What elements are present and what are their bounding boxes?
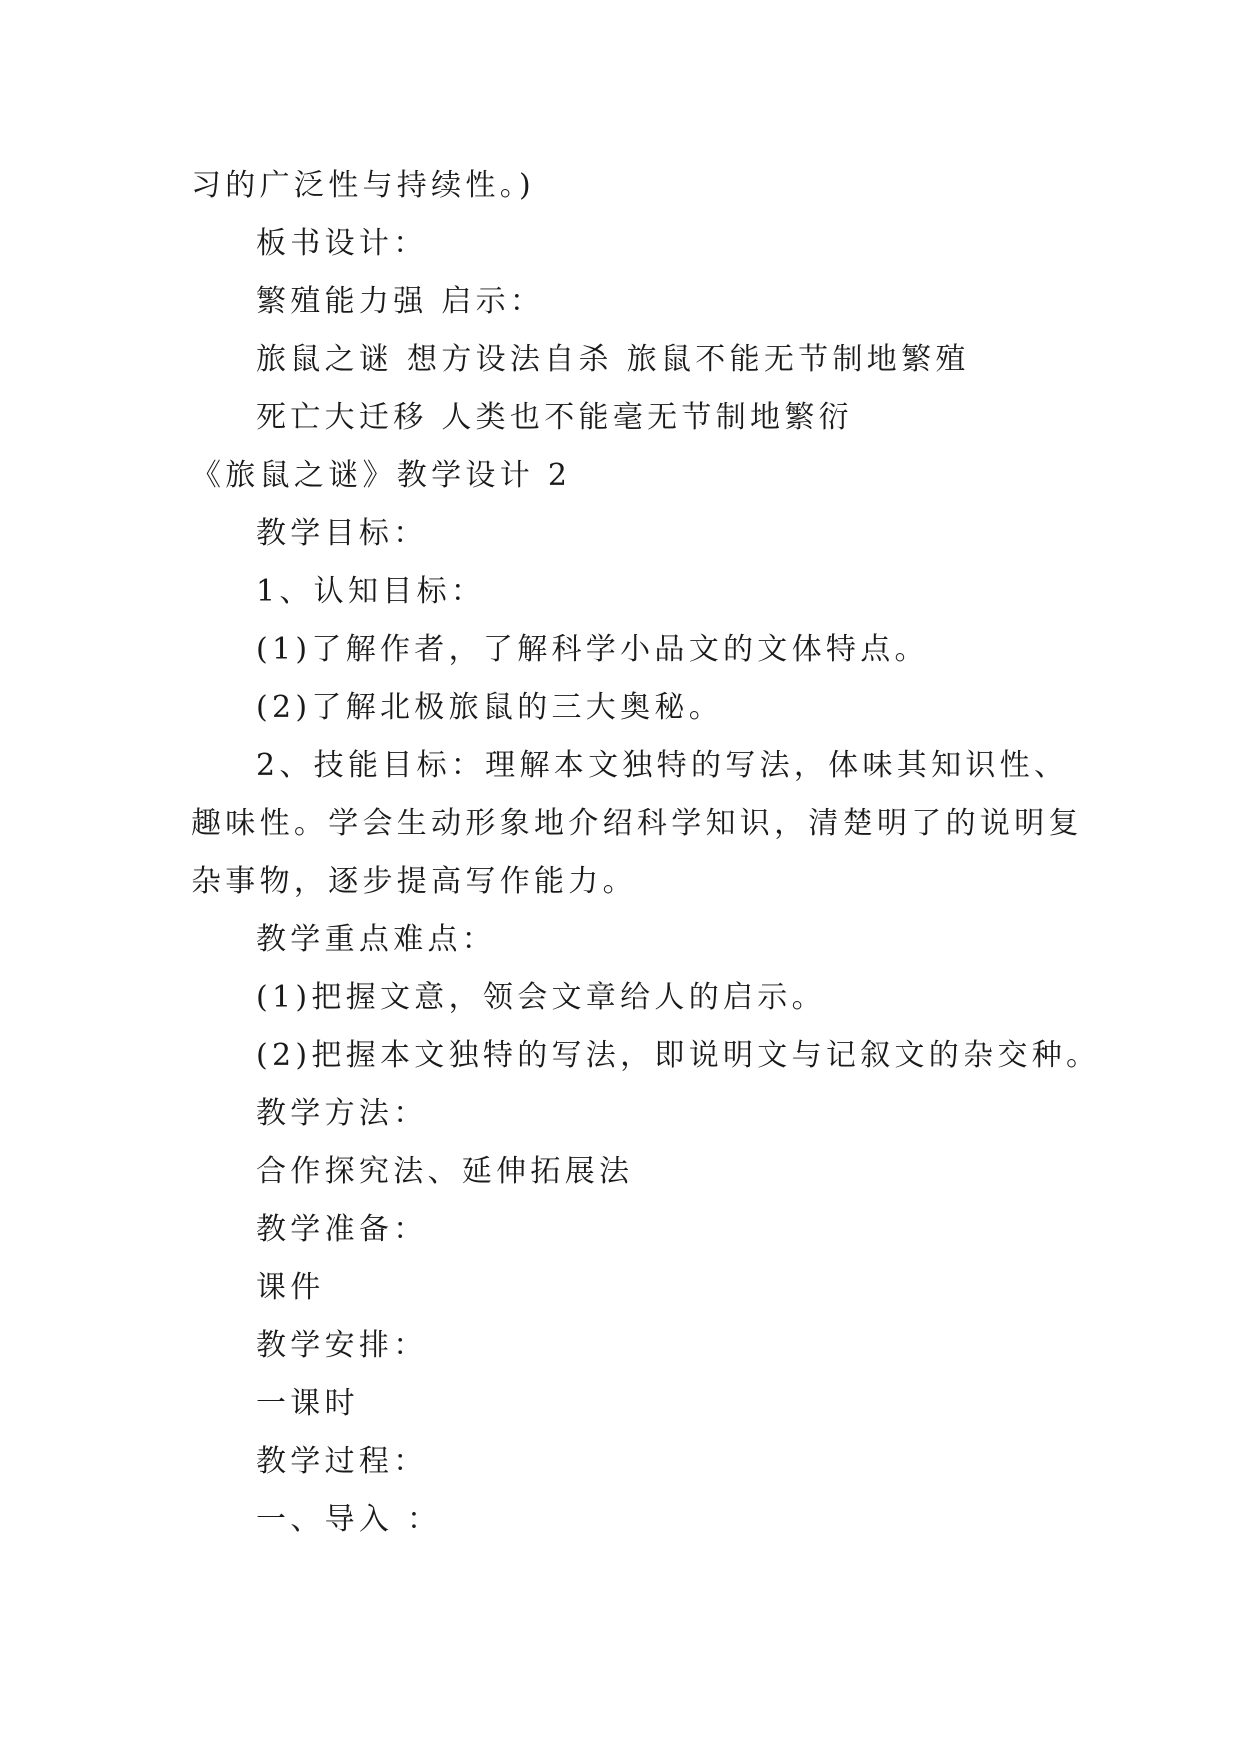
text-line: 一、导入 ： bbox=[256, 1502, 442, 1537]
section-heading: 教学方法： bbox=[256, 1096, 428, 1131]
text-line: (2)了解北极旅鼠的三大奥秘。 bbox=[256, 690, 723, 725]
text-line: 1、认知目标： bbox=[256, 574, 486, 609]
section-heading: 教学目标： bbox=[256, 516, 428, 551]
text-line: (2)把握本文独特的写法，即说明文与记叙文的杂交种。 bbox=[256, 1038, 1101, 1073]
text-line: (1)把握文意，领会文章给人的启示。 bbox=[256, 980, 826, 1015]
section-heading: 教学安排： bbox=[256, 1328, 428, 1363]
section-heading: 教学重点难点： bbox=[256, 922, 497, 957]
text-line: 板书设计： bbox=[256, 226, 428, 261]
section-title: 《旅鼠之谜》教学设计 2 bbox=[191, 458, 572, 493]
section-heading: 教学准备： bbox=[256, 1212, 428, 1247]
text-line: 死亡大迁移 人类也不能毫无节制地繁衍 bbox=[256, 400, 853, 435]
text-line: 习的广泛性与持续性。) bbox=[191, 168, 536, 203]
text-line: 旅鼠之谜 想方设法自杀 旅鼠不能无节制地繁殖 bbox=[256, 342, 970, 377]
text-line: 课件 bbox=[256, 1270, 325, 1305]
section-heading: 教学过程： bbox=[256, 1444, 428, 1479]
text-line: 2、技能目标：理解本文独特的写法，体味其知识性、 bbox=[256, 748, 1069, 783]
text-line: 趣味性。学会生动形象地介绍科学知识，清楚明了的说明复 bbox=[191, 806, 1083, 841]
text-line: 繁殖能力强 启示： bbox=[256, 284, 545, 319]
text-line: 杂事物，逐步提高写作能力。 bbox=[191, 864, 637, 899]
text-line: 一课时 bbox=[256, 1386, 359, 1421]
text-line: 合作探究法、延伸拓展法 bbox=[256, 1154, 634, 1189]
text-line: (1)了解作者，了解科学小品文的文体特点。 bbox=[256, 632, 929, 667]
